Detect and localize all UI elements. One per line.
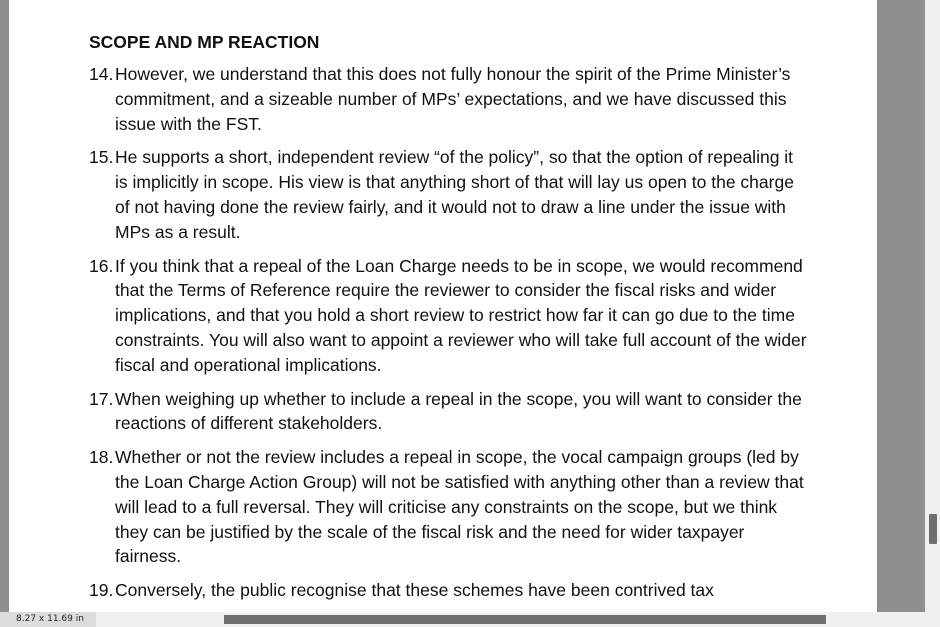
page-content — [89, 30, 809, 612]
vertical-scrollbar[interactable] — [925, 0, 940, 612]
left-gutter — [0, 0, 9, 612]
paragraph-19 — [89, 578, 809, 603]
paragraph-text: When weighing up whether to include a repeal in the scope, you will want to consider the reactions of different stakeholders. — [115, 388, 802, 434]
paragraph-18 — [89, 445, 809, 569]
horizontal-scroll-thumb[interactable] — [224, 615, 826, 624]
paragraph-14 — [89, 62, 809, 136]
right-gutter — [877, 0, 925, 612]
vertical-scroll-thumb[interactable] — [929, 514, 937, 544]
status-bar — [0, 612, 940, 627]
paragraph-text: Conversely, the public recognise that these schemes have been contrived tax — [115, 580, 714, 601]
paragraph-15 — [89, 145, 809, 244]
page-size-indicator: 8.27 x 11.69 in — [0, 612, 96, 627]
paragraph-17 — [89, 387, 809, 437]
paragraph-16 — [89, 254, 809, 378]
paragraph-text: He supports a short, independent review “of the policy”, so that the option of repealing it is implicitly in scope. His view is that anything short of that will lay us open to the charge of not having done the review fairly, and it would not to draw a line under the issue with MPs as a result. — [115, 147, 794, 242]
paragraph-number: 14. — [89, 64, 114, 84]
paragraph-number: 18. — [89, 447, 114, 468]
document-page — [9, 0, 877, 612]
paragraph-number: 15. — [89, 147, 114, 168]
paragraph-text: However, we understand that this does not fully honour the spirit of the Prime Minister’s commitment, and a sizeable number of MPs’ expectations, and we have discussed this issue with the FST. — [115, 64, 791, 134]
paragraph-number: 19. — [89, 580, 114, 601]
paragraph-number: 16. — [89, 255, 114, 276]
paragraph-text: If you think that a repeal of the Loan Charge needs to be in scope, we would recommend that the Terms of Reference require the reviewer to consider the fiscal risks and wider implications, and that you hold a short review to restrict how far it can go due to the time constraints. You will also want to appoint a reviewer who will take full account of the wider fiscal and operational implications. — [115, 255, 807, 375]
paragraph-text: Whether or not the review includes a repeal in scope, the vocal campaign groups (led by the Loan Charge Action Group) will not be satisfied with anything other than a review that will lead to a full reversal. They will criticise any constraints on the scope, but we think they can be justified by the scale of the fiscal risk and the need for wider taxpayer fairness. — [115, 447, 804, 567]
section-heading: SCOPE AND MP REACTION — [89, 32, 320, 52]
paragraph-number: 17. — [89, 388, 114, 409]
